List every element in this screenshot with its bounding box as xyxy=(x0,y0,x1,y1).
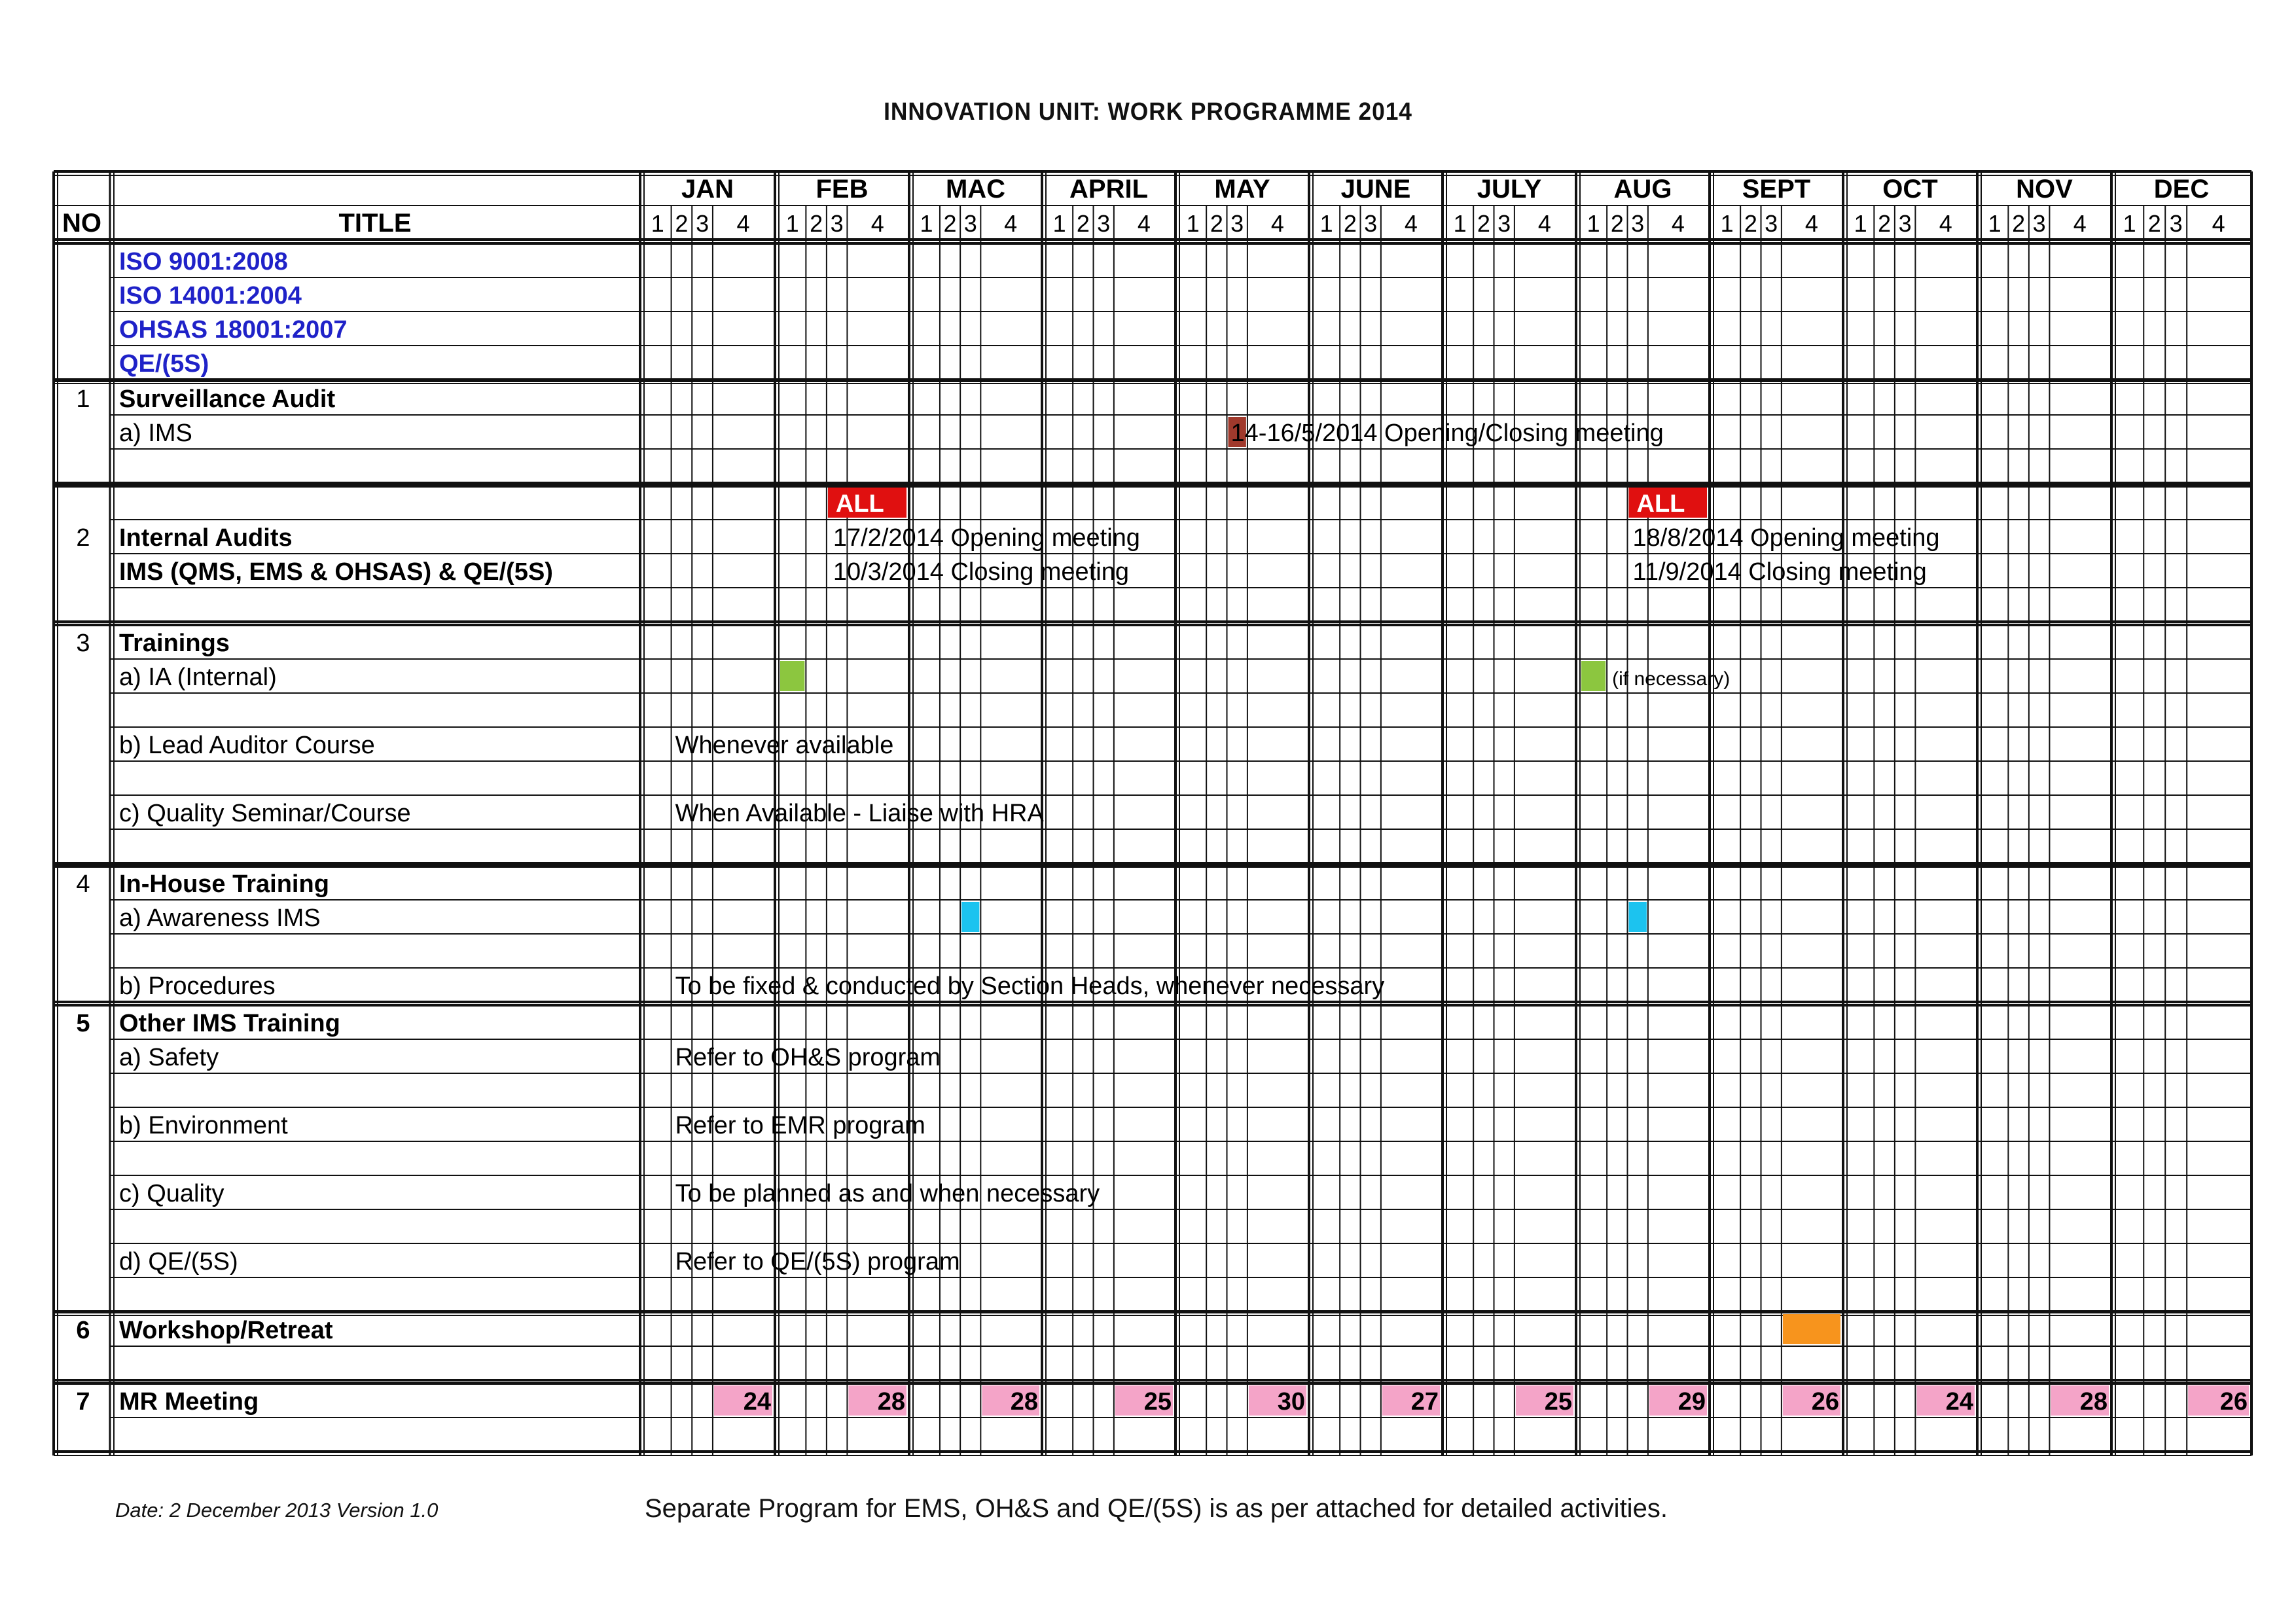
row-title: Workshop/Retreat xyxy=(119,1317,333,1344)
week-label: 1 xyxy=(1587,210,1600,237)
annotation-ia_mac_close: 10/3/2014 Closing meeting xyxy=(833,558,1129,586)
week-label: 2 xyxy=(2012,210,2026,237)
row-title: Internal Audits xyxy=(119,524,293,552)
week-label: 1 xyxy=(1453,210,1467,237)
week-label: 1 xyxy=(1052,210,1066,237)
week-label: 3 xyxy=(963,210,977,237)
week-label: 3 xyxy=(1898,210,1912,237)
row-title: ISO 9001:2008 xyxy=(119,248,288,276)
week-label: 3 xyxy=(1097,210,1111,237)
month-june: JUNE xyxy=(1340,175,1411,204)
mr-meeting-date: 26 xyxy=(1811,1388,1839,1416)
footer-date: Date: 2 December 2013 Version 1.0 xyxy=(115,1499,439,1522)
annotation-environment: Refer to EMR program xyxy=(675,1112,925,1139)
row-title: b) Lead Auditor Course xyxy=(119,732,375,759)
week-label: 3 xyxy=(2169,210,2183,237)
row-title: In-House Training xyxy=(119,870,329,898)
row-title: Other IMS Training xyxy=(119,1010,340,1037)
week-label: 4 xyxy=(1137,210,1151,237)
week-label: 2 xyxy=(1210,210,1223,237)
mr-meeting-date: 27 xyxy=(1410,1388,1439,1416)
week-label: 2 xyxy=(1744,210,1757,237)
row-title: a) Safety xyxy=(119,1044,219,1071)
week-label: 1 xyxy=(785,210,799,237)
row-title: b) Procedures xyxy=(119,972,276,1000)
week-label: 4 xyxy=(1537,210,1551,237)
week-label: 1 xyxy=(1854,210,1867,237)
ia-aug-cell xyxy=(1581,661,1605,691)
week-label: 3 xyxy=(830,210,844,237)
week-label: 4 xyxy=(736,210,750,237)
week-label: 2 xyxy=(1343,210,1357,237)
month-july: JULY xyxy=(1477,175,1542,204)
mr-meeting-date: 26 xyxy=(2219,1388,2248,1416)
week-label: 4 xyxy=(2212,210,2225,237)
week-label: 2 xyxy=(675,210,689,237)
week-label: 1 xyxy=(1720,210,1734,237)
row-title: a) IA (Internal) xyxy=(119,664,277,691)
month-nov: NOV xyxy=(2016,175,2073,204)
all-feb-cell-label: ALL xyxy=(835,490,884,518)
row-title: d) QE/(5S) xyxy=(119,1248,238,1275)
ia-feb-cell xyxy=(780,661,804,691)
week-label: 1 xyxy=(1988,210,2001,237)
week-label: 3 xyxy=(1765,210,1778,237)
month-oct: OCT xyxy=(1882,175,1938,204)
week-label: 4 xyxy=(1270,210,1284,237)
row-title: b) Environment xyxy=(119,1112,288,1139)
row-title: c) Quality Seminar/Course xyxy=(119,800,411,827)
annotation-quality_seminar: When Available - Liaise with HRA xyxy=(675,800,1044,827)
week-label: 3 xyxy=(2032,210,2046,237)
mr-meeting-date: 29 xyxy=(1677,1388,1706,1416)
month-april: APRIL xyxy=(1069,175,1148,204)
annotation-qe5s: Refer to QE/(5S) program xyxy=(675,1248,960,1275)
month-may: MAY xyxy=(1214,175,1270,204)
week-label: 3 xyxy=(1498,210,1511,237)
week-label: 3 xyxy=(1364,210,1378,237)
row-title: Trainings xyxy=(119,630,230,657)
week-label: 3 xyxy=(1631,210,1645,237)
annotation-ia_sep_close: 11/9/2014 Closing meeting xyxy=(1632,558,1927,586)
week-label: 4 xyxy=(1004,210,1018,237)
annotation-lead_auditor: Whenever available xyxy=(675,732,894,759)
row-number: 1 xyxy=(76,385,90,413)
month-mac: MAC xyxy=(945,175,1006,204)
month-dec: DEC xyxy=(2153,175,2210,204)
row-number: 3 xyxy=(76,630,90,657)
week-label: 4 xyxy=(1671,210,1685,237)
week-label: 1 xyxy=(1319,210,1333,237)
week-label: 4 xyxy=(2073,210,2087,237)
row-number: 6 xyxy=(76,1317,90,1344)
awareness-mac-cell xyxy=(961,902,979,932)
month-aug: AUG xyxy=(1613,175,1672,204)
week-label: 1 xyxy=(651,210,664,237)
awareness-aug-cell xyxy=(1629,902,1647,932)
row-title: a) Awareness IMS xyxy=(119,904,321,932)
week-label: 3 xyxy=(696,210,709,237)
week-label: 1 xyxy=(920,210,933,237)
row-number: 2 xyxy=(76,524,90,552)
mr-meeting-date: 30 xyxy=(1277,1388,1305,1416)
week-label: 2 xyxy=(1477,210,1490,237)
week-label: 1 xyxy=(2123,210,2136,237)
annotation-quality: To be planned as and when necessary xyxy=(675,1180,1100,1207)
mr-meeting-date: 28 xyxy=(2079,1388,2108,1416)
month-jan: JAN xyxy=(681,175,734,204)
week-label: 2 xyxy=(810,210,823,237)
mr-meeting-date: 28 xyxy=(1010,1388,1038,1416)
workshop-cell xyxy=(1783,1314,1840,1344)
row-title: ISO 14001:2004 xyxy=(119,282,302,310)
row-title: IMS (QMS, EMS & OHSAS) & QE/(5S) xyxy=(119,558,553,586)
month-feb: FEB xyxy=(816,175,869,204)
title-header: TITLE xyxy=(338,209,412,238)
row-number: 4 xyxy=(76,870,90,898)
mr-meeting-date: 28 xyxy=(877,1388,905,1416)
annotation-procedures: To be fixed & conducted by Section Heads, whenever necessary xyxy=(675,972,1385,1000)
annotation-safety: Refer to OH&S program xyxy=(675,1044,941,1071)
annotation-ia_feb_open: 17/2/2014 Opening meeting xyxy=(833,524,1140,552)
week-label: 3 xyxy=(1230,210,1244,237)
week-label: 4 xyxy=(870,210,884,237)
footer-note: Separate Program for EMS, OH&S and QE/(5S) is as per attached for detailed activities. xyxy=(645,1494,1668,1523)
mr-meeting-date: 24 xyxy=(1945,1388,1973,1416)
mr-meeting-date: 24 xyxy=(743,1388,771,1416)
week-label: 4 xyxy=(1804,210,1818,237)
row-number: 7 xyxy=(76,1388,90,1416)
row-title: a) IMS xyxy=(119,419,192,447)
week-label: 2 xyxy=(1878,210,1892,237)
week-label: 4 xyxy=(1939,210,1952,237)
week-label: 2 xyxy=(943,210,957,237)
all-aug-cell-label: ALL xyxy=(1636,490,1685,518)
mr-meeting-date: 25 xyxy=(1143,1388,1172,1416)
mr-meeting-date: 25 xyxy=(1544,1388,1572,1416)
week-label: 2 xyxy=(1076,210,1090,237)
annotation-if_necessary: (if necessary) xyxy=(1612,668,1731,690)
annotation-ims_audit: 14-16/5/2014 Opening/Closing meeting xyxy=(1230,419,1664,447)
row-title: QE/(5S) xyxy=(119,350,209,378)
week-label: 4 xyxy=(1404,210,1418,237)
row-number: 5 xyxy=(76,1010,90,1037)
week-label: 1 xyxy=(1186,210,1200,237)
month-sept: SEPT xyxy=(1742,175,1811,204)
annotation-ia_aug_open: 18/8/2014 Opening meeting xyxy=(1632,524,1940,552)
week-label: 2 xyxy=(1610,210,1624,237)
row-title: OHSAS 18001:2007 xyxy=(119,316,348,344)
row-title: c) Quality xyxy=(119,1180,224,1207)
row-title: Surveillance Audit xyxy=(119,385,336,413)
row-title: MR Meeting xyxy=(119,1388,259,1416)
week-label: 2 xyxy=(2147,210,2161,237)
page-title: INNOVATION UNIT: WORK PROGRAMME 2014 xyxy=(884,98,1412,126)
no-header: NO xyxy=(62,209,101,238)
